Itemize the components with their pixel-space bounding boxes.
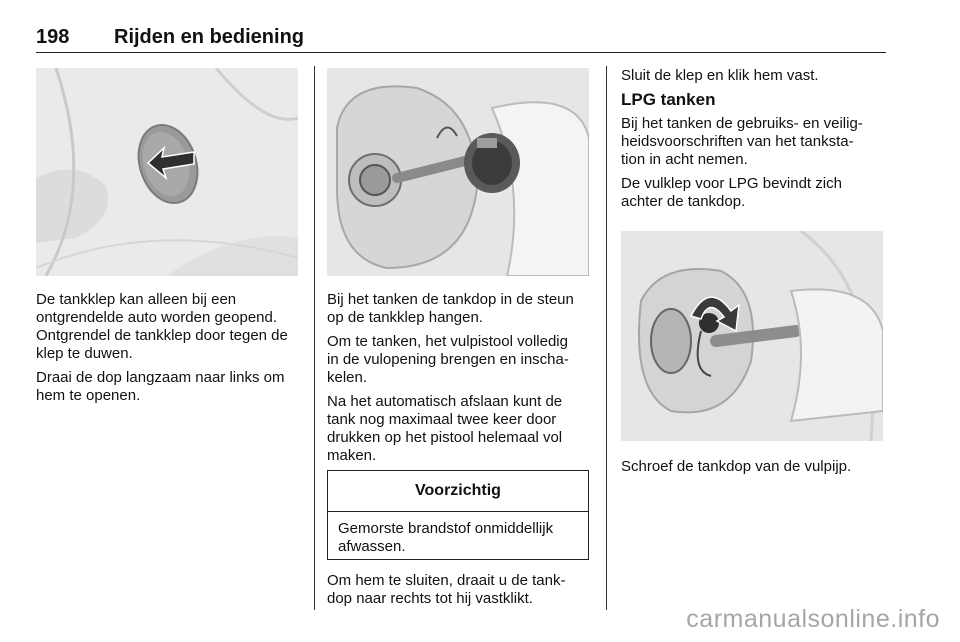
col3-paragraph-1: Sluit de klep en klik hem vast. [621, 67, 819, 84]
col2-paragraph-1: Bij het tanken de tankdop in de steun op de tankklep hangen. [327, 291, 574, 326]
col2-paragraph-3: Na het automatisch afslaan kunt de tank nog maximaal twee keer door drukken op het pistool helemaal vol maken. [327, 393, 563, 464]
col2-paragraph-2: Om te tanken, het vulpistool volledig in de vulopening brengen en inscha- kelen. [327, 333, 569, 386]
lpg-valve-illustration [621, 231, 883, 441]
col2-paragraph-4: Om hem te sluiten, draait u de tank- dop naar rechts tot hij vastklikt. [327, 572, 566, 607]
header-rule [36, 52, 886, 53]
col1-paragraph-2: Draai de dop langzaam naar links om hem te openen. [36, 369, 285, 404]
col3-paragraph-3: De vulklep voor LPG bevindt zich achter de tankdop. [621, 175, 842, 210]
warning-box [327, 470, 589, 560]
page-number: 198 [36, 26, 70, 48]
fuel-cap-holder-illustration [327, 68, 589, 276]
section-heading-lpg: LPG tanken [621, 90, 716, 109]
page-title: Rijden en bediening [114, 26, 305, 48]
column-3-closing-text [621, 458, 891, 482]
column-divider-left [314, 66, 315, 610]
page-header [36, 26, 886, 50]
column-divider-right [606, 66, 607, 610]
col3-paragraph-4: Schroef de tankdop van de vulpijp. [621, 458, 852, 475]
watermark: carmanualsonline.info [686, 605, 940, 633]
col1-paragraph-1: De tankklep kan alleen bij een ontgrendelde auto worden geopend. Ontgrendel de tankklep door tegen de klep te duwen. [36, 291, 288, 362]
column-1-text [36, 291, 306, 411]
warning-title: Voorzichtig [328, 471, 588, 512]
column-2-text [327, 291, 602, 471]
column-2-closing-text [327, 572, 602, 614]
col3-paragraph-2: Bij het tanken de gebruiks- en veilig- heidsvoorschriften van het tanksta- tion in acht nemen. [621, 115, 863, 168]
fuel-flap-push-illustration [36, 68, 298, 276]
column-3-text [621, 67, 891, 217]
warning-body: Gemorste brandstof onmiddellijk afwassen. [338, 520, 554, 555]
